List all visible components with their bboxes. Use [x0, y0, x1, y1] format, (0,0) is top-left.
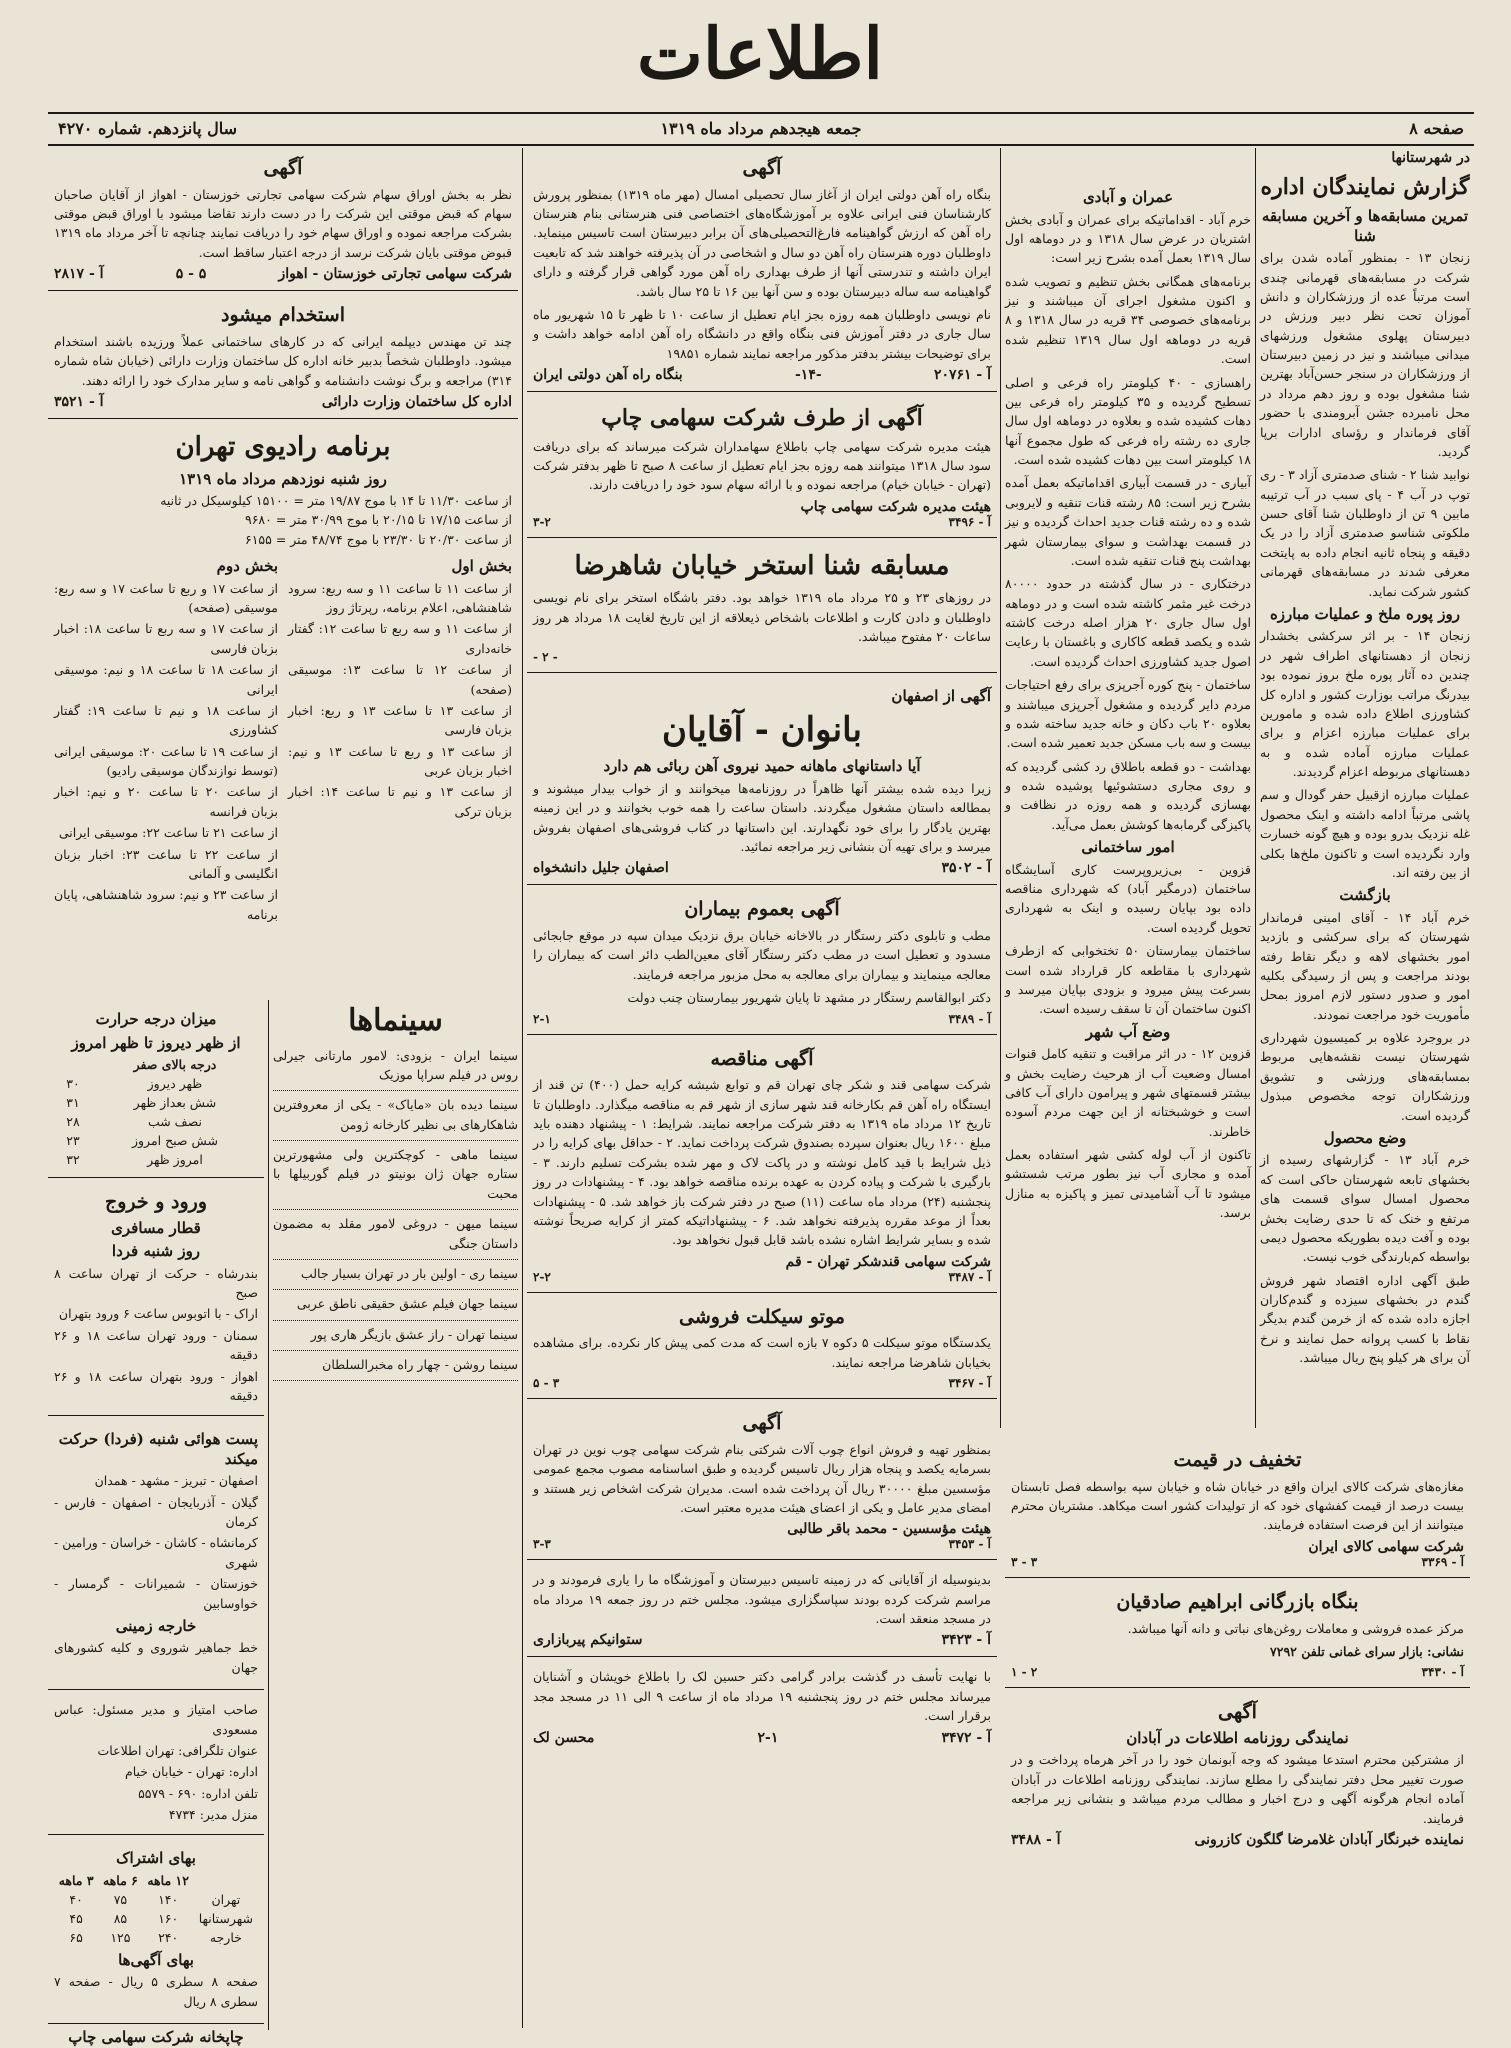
- ad-title: آگهی: [1218, 1701, 1257, 1724]
- table-cell: شش بعداز ظهر: [133, 1095, 217, 1110]
- table-row: [54, 1150, 258, 1169]
- cinema-item: سینما تهران - راز عشق بازیگر هاری پور: [273, 1325, 518, 1351]
- table-cell: شهرستانها: [198, 1910, 253, 1926]
- table-cell: ظهر دیروز: [147, 1076, 203, 1091]
- table-header: ۱۲ ماهه: [147, 1872, 189, 1888]
- temperature-box: [48, 1000, 264, 1178]
- article-text: برنامه‌های همگانی بخش تنظیم و تصویب شده و اکنون مشغول اجرای آن میباشند و نیز برنامه‌های خصوصی ۳۴ قریه در سال ۱۳۱۸ و ۸ قریه در دوماهه اول سال ۱۳۱۹ تنظیم شده است.: [1005, 273, 1252, 367]
- travel-line: سمنان - ورود تهران ساعت ۱۸ و ۲۶ دقیقه: [54, 1327, 258, 1363]
- ad-text: دکتر ابوالقاسم رستگار در مشهد تا پایان شهریور بیمارستان چنب دولت: [627, 990, 991, 1006]
- ad-text: نظر به بخش اوراق سهام شرکت سهامی تجارتی خوزستان - اهواز از آقایان صاحبان سهام که قبض موقتی این شرکت را در دست دارند تقاضا میشود با اوراق قبض موقتی بشرکت مراجعه نموده و اوراق سهام خود را دریافت نمایند چنانچه تا آخر مرداد ماه ۱۳۱۹ قبوض موقتی بایان شرکت نرسد از درجه اعتبار ساقط است.: [54, 186, 512, 260]
- ad-ref: ۲-۱: [757, 1729, 779, 1746]
- ad-abadan: [1005, 1692, 1470, 1856]
- ad-kicker: آگهی از اصفهان: [891, 687, 991, 706]
- table-cell: ۴۵: [69, 1910, 83, 1926]
- ad-signature: نماینده خبرنگار آبادان غلامرضا گلگون کازرونی: [1194, 1831, 1464, 1848]
- ad-ref: آ - ۳۵۰۲: [941, 860, 991, 877]
- ad-isfahan: [527, 677, 997, 885]
- ad-khuzestan: [48, 148, 518, 291]
- ad-title: آگهی: [742, 157, 782, 179]
- ad-text: شرکت سهامی قند و شکر چای تهران قم و توابع شیشه کرایه حمل (۴۰۰) تن قند از ایستگاه راه آهن قم بکارخانه قند شهر سازی از شهر قم به مناقصه میگذارد. داوطلبان تا تاریخ ۱۲ مرداد ماه ۱۳۱۹ به دفتر شرکت مراجعه نمایند. شرایط: ۱ - پیشنهاد دهنده باید مبلغ ۱۶۰۰ ریال بعنوان سپرده بصندوق شرکت پرداخت نماید. ۲ - حداقل بهای کرایه را در ذیل شرایط با قید کامل نوشته و در پاکت لاک و مهر شده بشرکت تسلیم دارند. ۳ - بارگیری با شرکت و پیاده کردن به عهده برنده مناقصه خواهد بود. ۴ - پیشنهادات در روز پنجشنبه (۲۴) مرداد ماه ساعت (۱۱) صبح در دفتر شرکت باز خواهد شد. ۵ - پیشنهادات بعداً از موعد مقرره پذیرفته نخواهد شد. ۶ - پیشنهاداتیکه کمتر از کرایه صریحاً نوشته شده و بسایر شرایط اشاره نشده باشد قابل قبول نخواهد بود.: [533, 1077, 992, 1248]
- radio-part-2: [54, 553, 278, 926]
- ad-signature: هیئت مؤسسین - محمد باقر طالبی: [787, 1521, 991, 1538]
- ad-ref: آ - ۳۴۷۲: [941, 1729, 991, 1746]
- ad-text: زیرا دیده شده بیشتر آنها ظاهراً در روزنامه‌ها میخوانند و از خواب بیدار میشوند و بمطالعه داستان مشغول میگردند. داستان ساعت را همه خوب بخوانند و در این زمینه بهترین یادگار را برای خود نگهدارند. این داستانها در کتاب فروشی‌های اصفهان بفروش میرسد و برای تهیه آن بنشانی زیر مراجعه نمائید.: [533, 780, 991, 855]
- table-cell: ۲۳: [66, 1133, 80, 1148]
- radio-line: از ساعت ۱۸ تا ساعت ۱۸ و نیم: موسیقی ایرانی: [54, 662, 278, 697]
- ad-ref: آ - ۳۵۲۱: [54, 394, 104, 410]
- article-heading: وضع محصول: [1323, 1128, 1407, 1147]
- airmail-box: [48, 1420, 264, 1690]
- ad-title: آگهی بعموم بیماران: [684, 898, 840, 921]
- article-heading: وضع آب شهر: [1085, 1022, 1171, 1041]
- ad-title: موتو سیکلت فروشی: [679, 1305, 845, 1328]
- ad-text: مطب و تابلوی دکتر رستگار در بالاخانه خیابان برق نزدیک میدان سپه در موقع جابجائی مسدود و تعطیل است در مطب دکتر رستگار آقای معین‌الطب دائر است که بیماران را معالجه مینمایند و بیماران برای معالجه به محل مزبور مراجعه فرمایند.: [533, 928, 991, 982]
- ad-ref: آ - ۳۳۶۹: [1421, 1554, 1464, 1569]
- radio-line: از ساعت ۲۲ تا ساعت ۲۳: اخبار بزبان انگلیسی و آلمانی: [54, 846, 278, 881]
- article-text: زنجان ۱۴ - بر اثر سرکشی بخشدار زنجان از دهستانهای اطراف شهر در چندین ده آثار پوره ملخ بروز نموده بود بیدرنگ مراتب بوزارت کشور و اداره کل کشاورزی اطلاع داده شده و مامورین برای عملیات مبارزه اعزام و برای عملیات مبارزه آماده شده و به دهستانهای مربوطه اعزام گردیدند.: [1260, 628, 1471, 780]
- radio-frequency: از ساعت ۲۰/۳۰ تا ۲۳/۳۰ با موج ۴۸/۷۴ متر = ۶۱۵۵: [244, 531, 512, 547]
- radio-frequency: از ساعت ۱۱/۳۰ تا ۱۴ با موج ۱۹/۸۷ متر = ۱۵۱۰۰ کیلوسیکل در ثانیه: [160, 493, 512, 508]
- travel-subtitle: قطار مسافری: [111, 1218, 201, 1237]
- table-cell: ۱۶۰: [158, 1910, 179, 1926]
- table-cell: ۶۵: [69, 1929, 83, 1945]
- table-cell: ۳۱: [66, 1095, 80, 1110]
- ad-ref: -۱۴-: [794, 367, 822, 384]
- article-text: راهسازی - ۴۰ کیلومتر راه فرعی و اصلی تسطیح گردیده و ۳۵ کیلومتر راه فرعی بین دهات کشیده شده و بعلاوه در دوماهه اول سال جاری ده رشته راه فرعی که طول مجموع آنها ۱۸ کیلومتر است بین دهات کشیده شده است.: [1005, 374, 1252, 467]
- ad-motorcycle: [527, 1297, 997, 1399]
- cinema-item: سینما ماهی - کوچکترین ولی مشهورترین ستاره جهان ژان بونیتو در فیلم گوربیلها با محبت: [273, 1145, 518, 1210]
- ad-text: مغازه‌های شرکت کالای ایران واقع در خیابان شاه و خیابان سپه بواسطه فصل تابستان بیست درصد از قیمت کفشهای خود که از تولیدات کشور است میکاهد. مشتریان محترم میتوانند از این فرصت استفاده فرمایند.: [1011, 1478, 1464, 1533]
- ad-text: بدینوسیله از آقایانی که در زمینه تاسیس دبیرستان و آموزشگاه ما را یاری فرمودند و در مراسم شرکت کرده بودند سپاسگزاری میشود. مجلس ختم در روز جمعه ۱۹ مرداد ماه در مسجد منعقد است.: [533, 1572, 991, 1627]
- page-number: صفحه ۸: [1409, 119, 1464, 138]
- travel-line: اراک - با اتوبوس ساعت ۶ ورود بتهران: [58, 1306, 258, 1322]
- ad-print-company: [527, 396, 997, 538]
- table-row: [54, 1909, 258, 1928]
- radio-line: از ساعت ۱۲ تا ساعت ۱۳: موسیقی (صفحه): [288, 662, 512, 697]
- radio-line: از ساعت ۱۹ تا ساعت ۲۰: موسیقی ایرانی (توسط نوازندگان موسیقی رادیو): [54, 743, 278, 778]
- ad-subtitle: نمایندگی روزنامه اطلاعات در آبادان: [1126, 1728, 1349, 1747]
- ad-swim-contest: [527, 542, 997, 674]
- cinema-item: سینما روشن - چهار راه مخبرالسلطان: [273, 1355, 518, 1381]
- radio-line: از ساعت ۱۳ تا ساعت ۱۳ و ربع: اخبار بزبان فارسی: [288, 702, 512, 738]
- ad-title: آگهی: [263, 157, 303, 179]
- table-cell: ۲۸: [66, 1114, 80, 1129]
- ad-ref: آ - ۳۴۳۰: [1421, 1665, 1464, 1680]
- ad-ref: آ - ۳۴۸۷: [948, 1269, 991, 1284]
- table-cell: ۴۰: [69, 1891, 83, 1907]
- ad-text: از مشترکین محترم استدعا میشود که وجه آبونمان خود را در آخر هرماه پرداخت و در صورت تغییر محل دفتر نمایندگی را مطلع سازند. نمایندگی روزنامه اطلاعات در آبادان آماده انجام هرگونه آگهی و درج اخبار و مطالب مردم میباشد و بنشانی زیر مراجعه فرمایند.: [1011, 1752, 1464, 1826]
- column-services: [48, 1000, 264, 2047]
- ad-title: آگهی: [742, 1412, 782, 1435]
- radio-part-1: [288, 553, 512, 926]
- article-text: بهداشت - دو قطعه باطلاق رد کشی گردیده که و روی مجاری دستشوئیها پوشیده شده و بهسازی گردیده و همه روزه در نظافت و پاکیزگی گرمابه‌ها کوشش بعمل می‌آید.: [1005, 758, 1251, 832]
- article-text: نوابید شنا ۲ - شنای صدمتری آزاد ۳ - ری توپ در آب ۴ - پای سبب در آب ترتیبه مابین ۹ تن از داوطلبان شنا آقای حسن ملکوتی شناسو صدمتری آزاد را در یک دقیقه و پنجاه ثانیه انجام داده به پایتخت معرفی شدند در مسابقه‌های قهرمانی کشور شرکت نماید.: [1260, 467, 1470, 599]
- ad-signature: شرکت سهامی تجارتی خوزستان - اهواز: [278, 266, 512, 283]
- adprice-text: صفحه ۸ سطری ۵ ریال - صفحه ۷ سطری ۸ ریال: [54, 1974, 259, 2009]
- radio-line: از ساعت ۲۱ تا ساعت ۲۲: موسیقی ایرانی: [58, 825, 278, 841]
- airmail-title: پست هوائی شنبه (فردا) حرکت میکند: [58, 1430, 258, 1468]
- column-rule: [268, 1000, 269, 2030]
- cinema-title: سینماها: [348, 1003, 443, 1038]
- table-row: [54, 1131, 258, 1150]
- cinema-item: سینما جهان فیلم عشق حقیقی ناطق عربی: [273, 1294, 518, 1320]
- ad-text: بنگاه راه آهن دولتی ایران از آغاز سال تحصیلی امسال (مهر ماه ۱۳۱۹) بمنظور پرورش کارشناسان فنی ایرانی علاوه بر آموزشگاه‌های اختصاصی فنی هنرستانی بنام هنرستان راه آهن که ارزش گواهینامه فارغ‌التحصیلی‌های آن برابر دبیرستان است تاسیس مینماید. داوطلبان دوره هنرستان راه آهن دو سال و اشخاصی در آن پذیرفته خواهند شد که تابعیت ایران داشته و تندرستی آنها از طرف بهداری راه آهن مورد گواهی قرار گرفته و دارای گواهینامه سه ساله دبیرستان بوده و سن آنها بین ۱۶ تا ۲۵ سال باشد.: [533, 186, 991, 299]
- ad-title: بنگاه بازرگانی ابراهیم صادقیان: [1116, 1590, 1359, 1613]
- article-text: قزوین ۱۲ - در اثر مراقبت و تنقیه کامل قنوات امسال وضعیت آب از هرحیث رضایت بخش و بیشتر قسمتهای شهر و پیرامون دارای آب کافی است و خوشبختانه از این جهت مردم آسوده خاطرند.: [1005, 1046, 1251, 1139]
- travel-line: اهواز - ورود بتهران ساعت ۱۸ و ۲۶ دقیقه: [54, 1368, 259, 1403]
- airmail-line: کرمانشاه - کاشان - خراسان - ورامین - شهری: [54, 1535, 258, 1570]
- ad-text: بمنظور تهیه و فروش انواع چوب آلات شرکتی بنام شرکت سهامی چوب نوین در تهران بسرمایه یکصد و پنجاه هزار ریال تاسیس گردیده و طبق اساسنامه مصوب مجمع عمومی مؤسسین مبلغ ۳۰۰۰۰ ریال آن پرداخت شده است. مدیران شرکت اشخاص زیر هستند و امضای مدیر عامل و یکی از اعضای هیئت مدیره معتبر است.: [533, 1441, 991, 1515]
- ad-text: نام نویسی داوطلبان همه روزه بجز ایام تعطیل از ساعت ۱۰ تا ظهر تا ۱۵ شهریور ماه سال جاری در دفتر آموزش فنی بنگاه واقع در دانشگاه راه آهن ادامه خواهد داشت و برای توضیحات بیشتر بدفتر مذکور مراجعه نمایند شماره ۱۹۸۵۱: [533, 306, 991, 361]
- cinema-item: سینما ری - اولین بار در تهران بسیار جالب: [273, 1264, 518, 1290]
- radio-program: [48, 423, 518, 934]
- subscription-table: [54, 1871, 258, 1947]
- issue-date: جمعه هیجدهم مرداد ماه ۱۳۱۹: [660, 119, 862, 138]
- table-header: [194, 1871, 258, 1890]
- radio-date: روز شنبه نوزدهم مرداد ماه ۱۳۱۹: [179, 469, 387, 488]
- airmail-text: خط جماهیر شوروی و کلیه کشورهای جهان: [54, 1640, 258, 1675]
- section-kicker: در شهرستانها: [1391, 150, 1470, 166]
- table-header: [54, 1055, 92, 1074]
- ad-title: آگهی مناقصه: [710, 1047, 814, 1070]
- column-rule: [522, 148, 523, 2028]
- masthead-title: اطلاعات: [637, 12, 883, 95]
- table-cell: تهران: [211, 1891, 241, 1907]
- article-text: تاکنون از آب لوله کشی شهر استفاده بعمل آمده و مجاری آب نیز بطور مرتب شستشو میشود تا آب آشامیدنی تمیز و پاکیزه به منازل برسد.: [1005, 1147, 1251, 1221]
- ad-railway: [527, 148, 997, 392]
- article-heading: عمران و آبادی: [1082, 188, 1174, 206]
- table-row: [54, 1871, 258, 1890]
- ad-tender: [527, 1039, 997, 1293]
- cinema-item: سینما ایران - بزودی: لامور مارتانی جیرلی روس در فیلم سراپا موزیک: [273, 1046, 518, 1092]
- ad-employment: [48, 295, 518, 419]
- article-text: درختکاری - در سال گذشته در حدود ۸۰۰۰۰ درخت غیر مثمر کاشته شده است و در دوماهه اول سال جاری ۲۰ هزار اصله درخت کاشته شده و یکصد قطعه کاکاری و باغستان با رعایت اصول جدید کشاورزی احداث گردیده است.: [1005, 576, 1251, 669]
- ad-title: آگهی از طرف شرکت سهامی چاپ: [601, 405, 923, 432]
- table-cell: ۲۴۰: [158, 1929, 179, 1945]
- ad-text: در روزهای ۲۳ و ۲۵ مرداد ماه ۱۳۱۹ خواهد بود. دفتر باشگاه استخر برای نام نویسی داوطلبان و دادن کارت و اطلاعات باشخاص ذیعلاقه از این تاریخ لغایت ۱۸ مرداد هر روز ساعات ۲۰ مفتوح میباشد.: [533, 590, 992, 645]
- cinema-item: سینما دیده بان «مایاک» - یکی از معروفترین شاهکارهای بی نظیر کارخانه ژومن: [273, 1095, 518, 1141]
- airmail-line: خوزستان - شمیرانات - گرمسار - خواوسابین: [54, 1576, 258, 1611]
- article-text: ساختمان بیمارستان ۵۰ تختخوابی که ازطرف شهرداری با مقاطعه کار قرارداد شده است بسرعت پیش میرود و بزودی بپایان میرسد و اکنون ساختمان آن تا سقف رسیده است.: [1005, 943, 1252, 1017]
- article-heading: تمرین مسابقه‌ها و آخرین مسابقه شنا: [1261, 207, 1469, 245]
- table-cell: ۱۲۵: [110, 1929, 131, 1945]
- table-cell: خارجه: [209, 1929, 242, 1945]
- table-row: [54, 1890, 258, 1909]
- ad-obituary: [527, 1661, 997, 1753]
- table-row: [54, 1074, 258, 1093]
- ad-ref: ۳ - ۳: [1011, 1554, 1038, 1569]
- subscription-box: [48, 1839, 264, 2024]
- table-header: ۶ ماهه: [102, 1872, 138, 1888]
- column-rule: [1000, 148, 1001, 1428]
- article-text: طبق آگهی اداره اقتصاد شهر فروش گندم در بخشهای سیزده و گندم‌کاران اجازه داده شده که از خرمن گندم بدیگر نقاط با کسب پروانه حمل نمایند و نرخ آن برای هر کیلو پنج ریال میباشد.: [1260, 1272, 1470, 1366]
- ad-ref: آ - ۳۴۶۷: [948, 1376, 991, 1391]
- column-development: [1005, 148, 1251, 1428]
- imprint-box: [48, 1694, 264, 1835]
- table-cell: ۳۰: [66, 1076, 80, 1091]
- table-cell: ۸۵: [113, 1910, 128, 1926]
- printer-name: چاپخانه شرکت سهامی چاپ: [68, 2028, 244, 2047]
- travel-title: ورود و خروج: [104, 1191, 208, 1213]
- imprint-line: منزل مدیر: ۴۷۳۴: [168, 1807, 258, 1823]
- radio-line: از ساعت ۲۳ و نیم: سرود شاهنشاهی، پایان برنامه: [54, 887, 278, 922]
- column-provinces: [1260, 148, 1470, 1428]
- airmail-line: اصفهان - تبریز - مشهد - همدان: [94, 1473, 258, 1489]
- airmail-line: گیلان - آذربایجان - اصفهان - فارس - کرمان: [54, 1494, 258, 1530]
- ad-ref: آ - ۳۴۸۸: [1011, 1831, 1061, 1848]
- article-heading: بازگشت: [1339, 886, 1391, 905]
- article-heading: امور ساختمانی: [1081, 838, 1175, 857]
- article-heading: روز پوره ملخ و عملیات مبارزه: [1269, 604, 1461, 623]
- ad-ref: آ - ۲۸۱۷: [54, 266, 104, 283]
- cinema-item: سینما میهن - دروغی لامور مقلد به مضمون داستان جنگی: [273, 1214, 518, 1260]
- temp-title: میزان درجه حرارت: [95, 1010, 217, 1028]
- imprint-line: عنوان تلگرافی: تهران اطلاعات: [97, 1742, 258, 1758]
- travel-line: بندرشاه - حرکت از تهران ساعت ۸ صبح: [54, 1265, 258, 1301]
- issue-number: سال پانزدهم. شماره ۴۲۷۰: [58, 119, 238, 138]
- column-left-top: [48, 148, 518, 1008]
- table-cell: ۷۵: [113, 1891, 128, 1907]
- article-text: عملیات مبارزه ازقبیل حفر گودال و سم پاشی مرتباً ادامه داشته و اینک محصول غله نزدیک بدرو بوده و هیچ گونه خسارت وارد نگردیده است و تاکنون ملخ‌ها بکلی از بین رفته اند.: [1260, 787, 1470, 880]
- imprint-line: تلفن اداره: ۶۹۰ - ۵۵۷۹: [138, 1785, 258, 1801]
- ad-ref: ۳ - ۵: [533, 1376, 560, 1391]
- ad-title: مسابقه شنا استخر خیابان شاهرضا: [574, 550, 950, 581]
- radio-line: از ساعت ۱۷ و ربع تا ساعت ۱۷ و سه ربع: موسیقی (صفحه): [54, 580, 278, 615]
- temp-subtitle: از ظهر دیروز تا ظهر امروز: [71, 1033, 241, 1052]
- table-cell: نصف شب: [147, 1114, 202, 1129]
- ad-ref: ۵ - ۵: [175, 266, 207, 283]
- table-header: ۳ ماهه: [58, 1872, 94, 1888]
- article-text: خرم آباد ۱۴ - آقای امینی فرماندار شهرستان که برای سرکشی و بازدید امور بخشهای لاهه و دیگر نقاط رفته بودند مراجعت و پس از رسیدگی بکلیه امور و صدور دستور لازم امروز بمحل مأموریت خود مراجعت نمودند.: [1260, 909, 1471, 1022]
- article-text: آبیاری - در قسمت آبیاری اقداماتیکه بعمل آمده بشرح زیر است: ۸۵ رشته قنات تنقیه و لایروبی شده و ده رشته قنات جدید احداث گردیده و نیز در قسمت بهداشت و سوای بیمارستان شهر بهداشت پنج قنات تنقیه شده است.: [1005, 475, 1251, 568]
- section-title: گزارش نمایندگان اداره: [1260, 173, 1470, 200]
- ad-title: استخدام میشود: [221, 304, 345, 327]
- ad-text: چند تن مهندس دیپلمه ایرانی که در کارهای ساختمانی عملاً ورزیده باشند استخدام میشود. داوطلبان شخصاً بدبیر خانه اداره کل ساختمان وزارت دارائی (خیابان شاه شماره ۳۱۴) مراجعه و برگ نوشت دانشنامه و گواهی نامه و سایر مدارک خود را ارائه دهند.: [54, 333, 512, 388]
- bottom-right-ads: [1005, 1440, 1470, 2030]
- article-text: خرم آباد ۱۳ - گزارشهای رسیده از بخشهای تابعه شهرستان حاکی است که محصول امسال سوای قسمت های مرتفع و خنک که تا حدی رضایت بخش بوده و آفت دیده بطوریکه محصول دیمی بواسطه کم‌بارندگی خوب نیست.: [1260, 1152, 1470, 1265]
- airmail-subtitle: خارجه زمینی: [115, 1616, 197, 1635]
- ad-signature: هیئت مدیره شرکت سهامی چاپ: [800, 498, 991, 515]
- ad-signature: اصفهان جلیل دانشخواه: [533, 860, 669, 877]
- radio-line: از ساعت ۱۳ و ربع تا ساعت ۱۳ و نیم: اخبار بزبان عربی: [288, 743, 513, 778]
- ad-text: هیئت مدیره شرکت سهامی چاپ باطلاع سهامداران شرکت میرساند که برای دریافت سود سال ۱۳۱۸ میتوانند همه روزه بجز ایام تعطیل از ساعت ۸ صبح تا ظهر بدفتر شرکت (تهران - خیابان خیام) مراجعه نموده و با ارائه سهام سود خود را دریافت دارند.: [533, 438, 991, 493]
- column-cinemas: [273, 1000, 518, 2030]
- radio-line: از ساعت ۱۸ و نیم تا ساعت ۱۹: گفتار کشاورزی: [54, 702, 278, 738]
- ad-ref: ۲-۱: [533, 1011, 551, 1026]
- adprice-title: بهای آگهی‌ها: [118, 1950, 194, 1969]
- ad-signature: بنگاه راه آهن دولتی ایران: [533, 367, 683, 384]
- ad-signature: اداره کل ساختمان وزارت دارائی: [321, 394, 512, 410]
- ad-thanks: [527, 1564, 997, 1657]
- ad-signature: شرکت سهامی کالای ایران: [1308, 1538, 1464, 1555]
- column-rule: [1255, 148, 1256, 1428]
- travel-subtitle: روز شنبه فردا: [111, 1242, 201, 1261]
- column-center-ads: [527, 148, 997, 2028]
- table-header: درجه بالای صفر: [133, 1057, 217, 1072]
- radio-part-title: بخش اول: [451, 557, 512, 576]
- ad-subtitle: آیا داستانهای ماهانه حمید نیروی آهن ربائی هم دارد: [603, 757, 921, 776]
- table-row: [54, 1093, 258, 1112]
- ad-ref: ۲ - ۱: [1011, 1665, 1038, 1680]
- table-cell: شش صبح امروز: [131, 1133, 218, 1148]
- radio-line: از ساعت ۱۷ و سه ربع تا ساعت ۱۸: اخبار بزبان فارسی: [54, 621, 278, 656]
- ad-address: نشانی: بازار سرای غمانی تلفن ۷۲۹۲: [1270, 1643, 1464, 1659]
- subscription-title: بهای اشتراک: [116, 1849, 196, 1868]
- radio-line: از ساعت ۱۱ تا ساعت ۱۱ و سه ربع: سرود شاهنشاهی، اعلام برنامه، رپرتاژ روز: [288, 580, 512, 615]
- ad-discount: [1005, 1440, 1470, 1578]
- ad-ref: آ - ۲۰۷۶۱: [933, 367, 991, 384]
- ad-text: مرکز عمده فروشی و معاملات روغن‌های نباتی و دانه آنها میباشد.: [1127, 1620, 1464, 1636]
- table-cell: ۱۴۰: [158, 1891, 179, 1907]
- ad-signature: ستوانیکم پیربازاری: [533, 1632, 643, 1649]
- ad-ref: ۲-۲: [533, 1269, 551, 1284]
- radio-line: از ساعت ۱۳ و نیم تا ساعت ۱۴: اخبار بزبان ترکی: [288, 784, 512, 819]
- table-cell: امروز ظهر: [147, 1152, 203, 1167]
- ad-ref: ۳-۳: [533, 1537, 551, 1552]
- imprint-line: اداره: تهران - خیابان خیام: [124, 1764, 258, 1780]
- table-row: [54, 1055, 258, 1074]
- radio-title: برنامه رادیوی تهران: [175, 432, 391, 462]
- ad-ref: آ - ۳۴۲۳: [941, 1632, 991, 1649]
- radio-part-title: بخش دوم: [216, 557, 278, 576]
- ad-patients: [527, 889, 997, 1034]
- ad-sadeghian: [1005, 1582, 1470, 1688]
- ad-signature: محسن لک: [533, 1729, 595, 1746]
- radio-frequency: از ساعت ۱۷/۱۵ تا ۲۰/۱۵ با موج ۳۰/۹۹ متر = ۹۶۸۰: [244, 512, 512, 528]
- table-cell: ۳۲: [66, 1152, 80, 1167]
- table-row: [54, 1928, 258, 1947]
- imprint-line: صاحب امتیاز و مدیر مسئول: عباس مسعودی: [54, 1702, 258, 1737]
- ad-ref: - ۲ -: [533, 650, 558, 665]
- ad-signature: شرکت سهامی قندشکر تهران - قم: [785, 1253, 991, 1270]
- article-text: خرم آباد - اقداماتیکه برای عمران و آبادی بخش اشتریان در عرض سال ۱۳۱۸ و در دوماهه اول سال ۱۳۱۹ بعمل آمده بشرح زیر است:: [1005, 211, 1251, 266]
- ad-wood-company: [527, 1403, 997, 1560]
- article-text: زنجان ۱۳ - بمنظور آماده شدن برای شرکت در مسابقه‌های قهرمانی چندی است مرتباً عده از ورزشکاران و دانش آموزان تحت نظر دبیر ورزش در دبیرستان پهلوی مشغول ورزشهای میدانی میباشند و نیز در زمین دبیرستان از ورزشکاران در سنجر حسن‌آباد بهترین شنا مشغول بوده و روز دهم مرداد در محل نامبرده جشن آبرومندی با حضور آقای فرماندار و رؤسای ادارات برپا گردید.: [1260, 250, 1470, 459]
- ad-title: بانوان - آقایان: [662, 709, 862, 750]
- table-row: [54, 1112, 258, 1131]
- ad-ref: آ - ۳۴۹۶: [948, 514, 991, 529]
- ad-text: با نهایت تأسف در گذشت برادر گرامی دکتر حسین لک را باطلاع خویشان و آشنایان میرساند مجلس ختم در روز پنجشنبه ۱۹ مرداد ماه از ساعت ۹ الی ۱۱ در مسجد مجد برقرار است.: [533, 1669, 991, 1724]
- ad-ref: آ - ۳۴۵۳: [948, 1537, 991, 1552]
- article-text: در بروجرد علاوه بر کمیسیون شهرداری شهرستان نیست نقشه‌هایی مربوط بمسابقه‌های ورزشی و تشویق ورزشکاران توجه مخصوص مبذول گردیده است.: [1260, 1030, 1470, 1123]
- info-bar: [48, 112, 1474, 146]
- ad-ref: آ - ۳۴۸۹: [948, 1011, 991, 1026]
- ad-ref: ۳-۲: [533, 514, 551, 529]
- ad-title: تخفیف در قیمت: [1173, 1449, 1302, 1471]
- travel-box: [48, 1182, 264, 1416]
- article-text: ساختمان - پنج کوره آجرپزی برای رفع احتیاجات مردم دایر گردیده و مشغول آجرپزی میباشند و بعلاوه ۲۰ باب دکان و خانه جدید ساخته شده و بیست و سه باب مسکن جدید تعمیر شده است.: [1005, 677, 1251, 751]
- temperature-table: [54, 1055, 258, 1169]
- article-text: قزوین - بی‌زیروپرست کاری آسایشگاه ساختمان (درمگیر آباد) که شهرداری مناقصه داده بود بپایان رسیده و اینک به شهرداری تحویل گردیده است.: [1005, 861, 1251, 935]
- radio-line: از ساعت ۱۱ و سه ربع تا ساعت ۱۲: گفتار خانه‌داری: [288, 621, 512, 656]
- ad-text: یکدستگاه موتو سیکلت ۵ دکوه ۷ بازه است که مدت کمی پیش کار نکرده. برای مشاهده بخیابان شاهرضا مراجعه نمایند.: [533, 1335, 991, 1370]
- radio-line: از ساعت ۲۰ تا ساعت ۲۰ و نیم: اخبار بزبان فرانسه: [54, 784, 278, 819]
